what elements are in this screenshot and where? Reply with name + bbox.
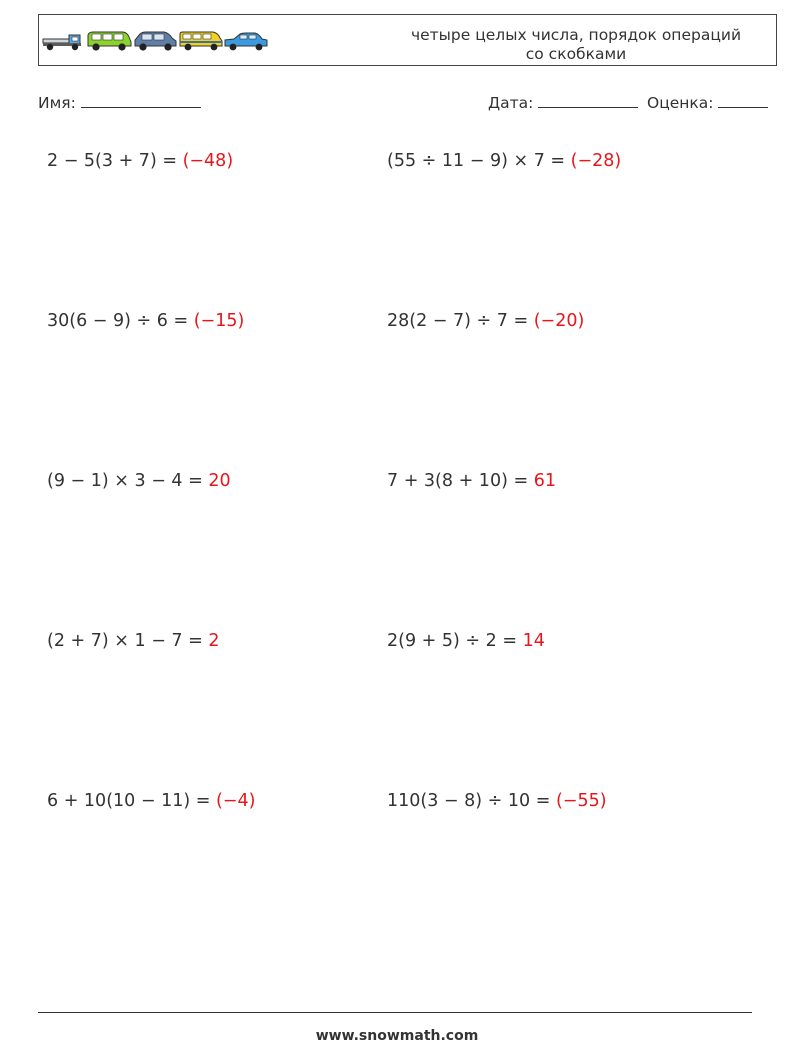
- problem-expression: 2(9 + 5) ÷ 2 =: [387, 631, 523, 651]
- problem-answer: (−20): [533, 311, 585, 331]
- problem-answer: (−28): [570, 151, 622, 171]
- problem-6: [387, 471, 556, 491]
- problem-answer: 14: [522, 631, 545, 651]
- name-field: [38, 92, 201, 112]
- problem-10: [387, 791, 607, 811]
- problem-answer: 61: [533, 471, 556, 491]
- date-label: Дата:: [488, 94, 534, 112]
- worksheet-header: [38, 14, 777, 66]
- grade-field: [647, 92, 768, 112]
- problem-answer: 2: [208, 631, 220, 651]
- problem-answer: (−48): [182, 151, 234, 171]
- name-blank[interactable]: [81, 92, 201, 108]
- problem-expression: (55 ÷ 11 − 9) × 7 =: [387, 151, 571, 171]
- grade-label: Оценка:: [647, 94, 714, 112]
- date-blank[interactable]: [538, 92, 638, 108]
- name-label: Имя:: [38, 94, 76, 112]
- yellow-minibus-icon: [180, 32, 222, 50]
- problem-expression: (9 − 1) × 3 − 4 =: [47, 471, 209, 491]
- problem-1: [47, 151, 233, 171]
- problem-answer: (−15): [193, 311, 245, 331]
- problem-5: [47, 471, 231, 491]
- date-field: [488, 92, 638, 112]
- problem-expression: (2 + 7) × 1 − 7 =: [47, 631, 209, 651]
- footer-divider: [38, 1012, 752, 1013]
- problem-expression: 30(6 − 9) ÷ 6 =: [47, 311, 194, 331]
- problem-7: [47, 631, 220, 651]
- problem-expression: 110(3 − 8) ÷ 10 =: [387, 791, 556, 811]
- problem-answer: (−55): [555, 791, 607, 811]
- problem-expression: 6 + 10(10 − 11) =: [47, 791, 216, 811]
- blue-sedan-icon: [225, 33, 267, 50]
- problem-9: [47, 791, 255, 811]
- problem-expression: 28(2 − 7) ÷ 7 =: [387, 311, 534, 331]
- green-van-icon: [88, 32, 131, 51]
- problem-answer: 20: [208, 471, 231, 491]
- problem-answer: (−4): [215, 791, 256, 811]
- title-line-2: со скобками: [525, 45, 627, 63]
- title-line-1: четыре целых числа, порядок операций: [410, 26, 742, 44]
- problem-2: [387, 151, 621, 171]
- grade-blank[interactable]: [718, 92, 768, 108]
- problem-8: [387, 631, 545, 651]
- problem-3: [47, 311, 244, 331]
- vehicles-illustration: [42, 27, 268, 53]
- flatbed-truck-icon: [43, 35, 81, 50]
- problem-4: [387, 311, 584, 331]
- problem-expression: 2 − 5(3 + 7) =: [47, 151, 183, 171]
- worksheet-title: [396, 26, 756, 64]
- suv-icon: [135, 32, 176, 51]
- problem-expression: 7 + 3(8 + 10) =: [387, 471, 534, 491]
- footer-url[interactable]: www.snowmath.com: [315, 1028, 479, 1044]
